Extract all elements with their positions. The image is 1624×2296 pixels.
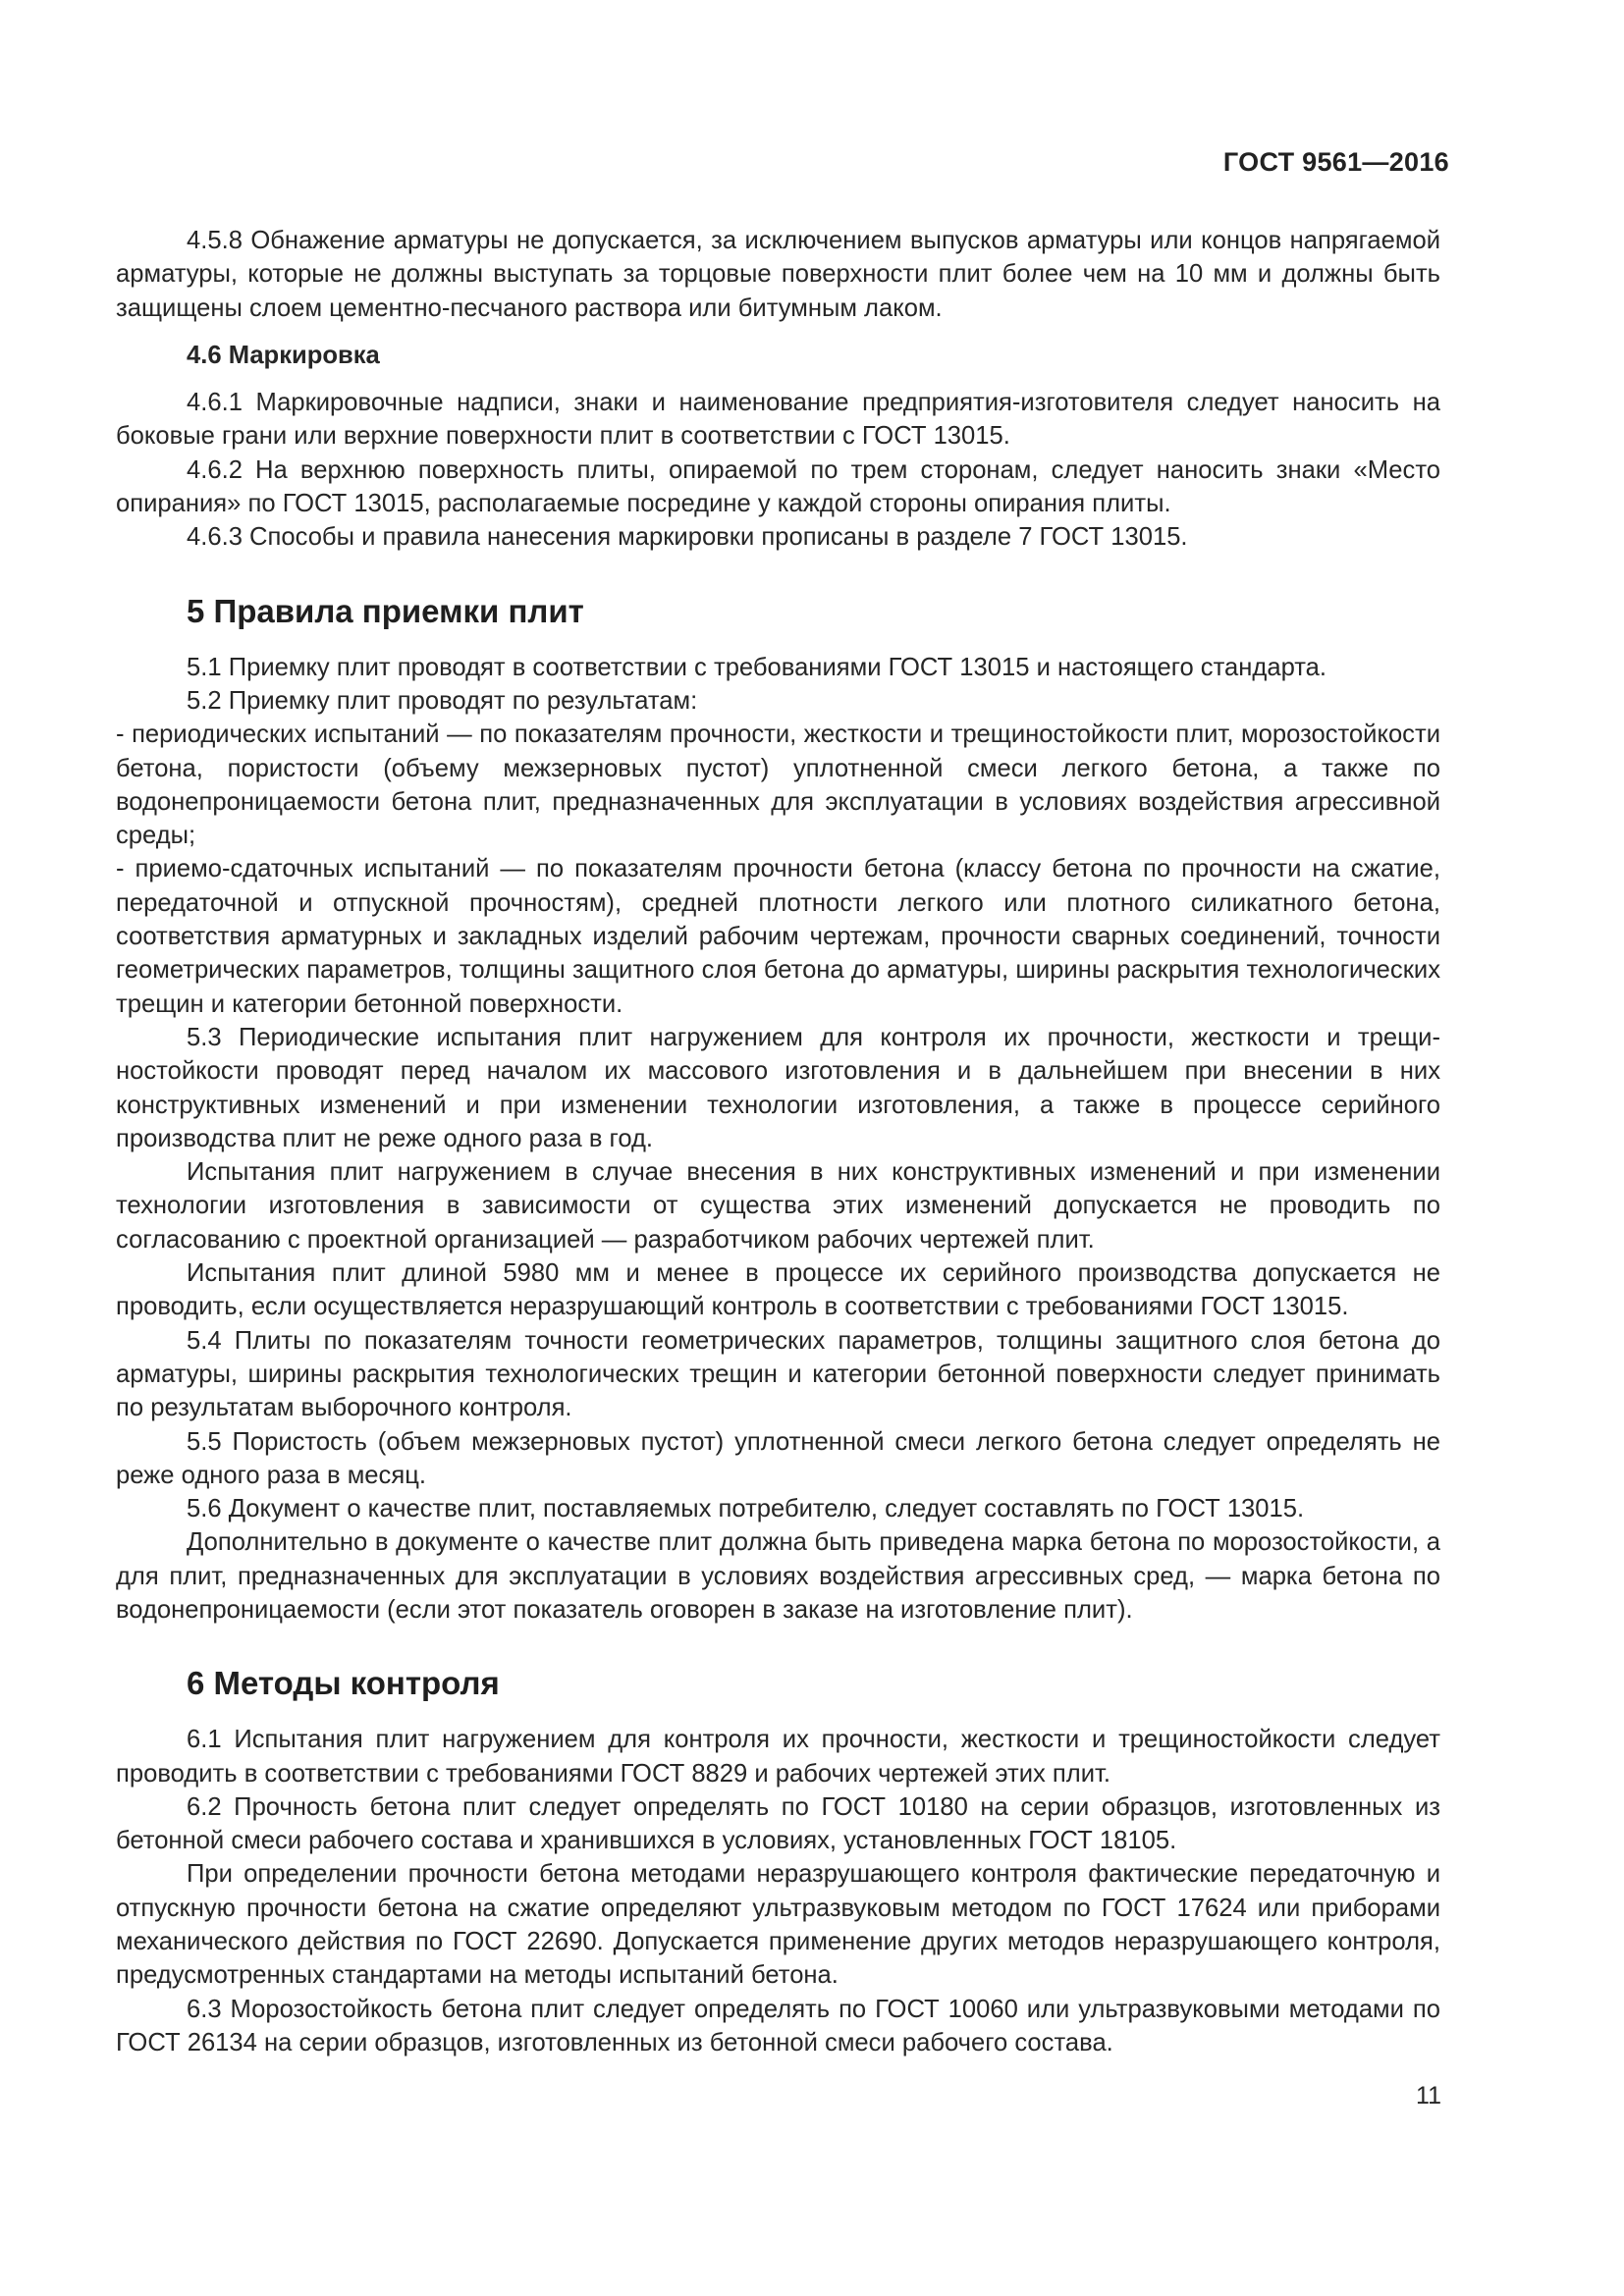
paragraph-5-1: 5.1 Приемку плит проводят в соответствии с требованиями ГОСТ 13015 и настоящего стандарта. — [187, 653, 1327, 681]
section-heading-6: 6 Методы контроля — [187, 1665, 500, 1702]
page-number: 11 — [1416, 2082, 1441, 2109]
subsection-heading-4-6: 4.6 Маркировка — [187, 341, 380, 369]
paragraph-6-3: 6.3 Морозостойкость бетона плит следует определять по ГОСТ 10060 или ультразвуковыми методами по ГОСТ 26134 на серии образцов, изготовленных из бетонной смеси рабочего состава. — [116, 1995, 1440, 2056]
paragraph-5-3: 5.3 Периодические испытания плит нагружением для контроля их прочности, жесткости и трещиностойкости проводят перед началом их массового изготовления и в дальнейшем при внесении в них конструктивных изменений и при изменении технологии изготовления, а также в процессе серийного производства плит не реже одного раза в год. — [116, 1023, 1440, 1152]
paragraph-6-2-continued: При определении прочности бетона методами неразрушающего контроля фактические передаточную и отпускную прочности бетона на сжатие определяют ультразвуковым методом по ГОСТ 17624 или приборами механического действия по ГОСТ 22690. Допускается применение других методов неразрушающего контроля, предусмотренных стандартами на методы испытаний бетона. — [116, 1860, 1440, 1990]
paragraph-5-3-continued-a: Испытания плит нагружением в случае внесения в них конструктивных изменений и при изменении технологии изготовления в зависимости от существа этих изменений допускается не проводить по согласованию с проектной организацией — разработчиком рабочих чертежей плит. — [116, 1158, 1440, 1254]
paragraph-5-4: 5.4 Плиты по показателям точности геометрических параметров, толщины защитного слоя бетона до арматуры, ширины раскрытия технологических трещин и категории бетонной поверхности следует принимать по результатам выборочного контроля. — [116, 1326, 1440, 1422]
paragraph-5-5: 5.5 Пористость (объем межзерновых пустот) уплотненной смеси легкого бетона следует определять не реже одного раза в месяц. — [116, 1427, 1440, 1489]
paragraph-6-1: 6.1 Испытания плит нагружением для контроля их прочности, жесткости и трещиностойкости следует проводить в соответствии с требованиями ГОСТ 8829 и рабочих чертежей этих плит. — [116, 1726, 1440, 1788]
list-item-acceptance-tests: - приемо-сдаточных испытаний — по показателям прочности бетона (классу бетона по прочности на сжатие, передаточной и отпускной прочностям), средней плотности легкого или плотного силикатного бетона, соответствия арматурных и закладных изделий рабочим чертежам, прочности сварных соединений, точности геометрических параметров, толщины защитного слоя бетона до арматуры, ширины раскрытия технологических трещин и категории бетонной поверхности. — [116, 855, 1440, 1018]
paragraph-4-6-2: 4.6.2 На верхнюю поверхность плиты, опираемой по трем сторонам, следует наносить знаки «Место опирания» по ГОСТ 13015, располагаемые посредине у каждой стороны опирания плиты. — [116, 455, 1440, 518]
paragraph-5-6: 5.6 Документ о качестве плит, поставляемых потребителю, следует составлять по ГОСТ 13015. — [187, 1495, 1305, 1523]
paragraph-6-2: 6.2 Прочность бетона плит следует определять по ГОСТ 10180 на серии образцов, изготовленных из бетонной смеси рабочего состава и хранившихся в условиях, установленных ГОСТ 18105. — [116, 1792, 1440, 1855]
section-heading-5: 5 Правила приемки плит — [187, 592, 584, 629]
paragraph-4-6-1: 4.6.1 Маркировочные надписи, знаки и наименование предприятия-изготовителя следует наносить на боковые грани или верхние поверхности плит в соответствии с ГОСТ 13015. — [116, 389, 1440, 451]
paragraph-5-2: 5.2 Приемку плит проводят по результатам: — [187, 686, 698, 715]
paragraph-4-6-3: 4.6.3 Способы и правила нанесения маркировки прописаны в разделе 7 ГОСТ 13015. — [187, 523, 1188, 552]
paragraph-5-3-continued-b: Испытания плит длиной 5980 мм и менее в процессе их серийного производства допускается не проводить, если осуществляется неразрушающий контроль в соответствии с требованиями ГОСТ 13015. — [116, 1259, 1440, 1321]
paragraph-5-6-continued: Дополнительно в документе о качестве плит должна быть приведена марка бетона по морозостойкости, а для плит, предназначенных для эксплуатации в условиях воздействия агрессивных сред, — марка бетона по водонепроницаемости (если этот показатель оговорен в заказе на изготовление плит). — [116, 1528, 1440, 1624]
list-item-periodic-tests: - периодических испытаний — по показателям прочности, жесткости и трещиностойкости плит, морозостойкости бетона, пористости (объему межзерновых пустот) уплотненной смеси легкого бетона, а также по водонепроницаемости бетона плит, предназначенных для эксплуатации в условиях воздействия агрессивной среды; — [116, 721, 1440, 850]
document-body — [116, 224, 1440, 2059]
document-code-header: ГОСТ 9561—2016 — [1222, 147, 1449, 177]
paragraph-4-5-8: 4.5.8 Обнажение арматуры не допускается, за исключением выпусков арматуры или концов напрягаемой арматуры, которые не должны выступать за торцовые поверхности плит более чем на 10 мм и должны быть защищены слоем цементно-песчаного раствора или битумным лаком. — [116, 227, 1440, 322]
